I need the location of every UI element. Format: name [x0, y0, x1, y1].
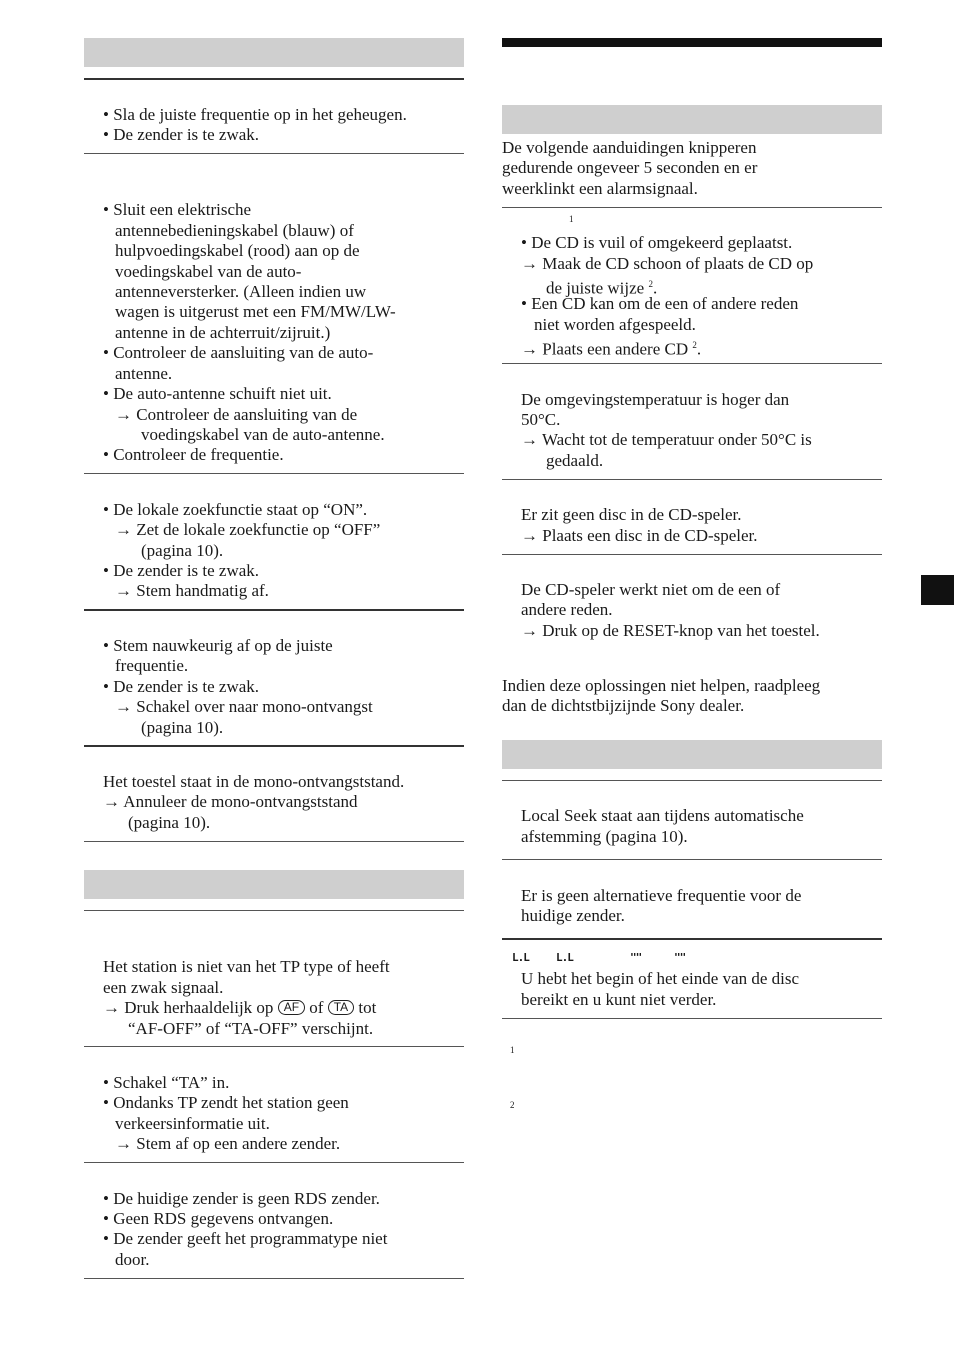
- divider: [502, 207, 882, 208]
- text-line: Local Seek staat aan tijdens automatische: [521, 806, 804, 825]
- bullet-line: • De zender is te zwak.: [103, 561, 260, 580]
- text-line: door.: [115, 1250, 150, 1269]
- arrow-line: [521, 335, 701, 360]
- footnote-ref: 2: [692, 340, 697, 350]
- page-edge-tab: [921, 575, 954, 605]
- text-line: antenne in de achterruit/zijruit.): [115, 323, 331, 342]
- text-line: U hebt het begin of het einde van de disc: [521, 969, 800, 988]
- text-line: niet worden afgespeeld.: [534, 315, 696, 334]
- arrow-text: → Druk herhaaldelijk op: [103, 998, 274, 1017]
- text-line: Er zit geen disc in de CD-speler.: [521, 505, 742, 524]
- text-line: Er is geen alternatieve frequentie voor de: [521, 886, 802, 905]
- segment-display-text: L.L: [512, 951, 529, 964]
- text-of: of: [309, 998, 324, 1017]
- arrow-line: → Annuleer de mono-ontvangststand: [103, 792, 358, 811]
- bullet-line: • Een CD kan om de een of andere reden: [521, 294, 799, 313]
- arrow-line: → Maak de CD schoon of plaats de CD op: [521, 254, 814, 273]
- bullet-line: • De zender is te zwak.: [103, 125, 260, 144]
- arrow-line: [103, 998, 376, 1018]
- segment-display-text: "": [674, 951, 686, 964]
- bullet-line: • Controleer de aansluiting van de auto-: [103, 343, 374, 362]
- text-line: (pagina 10).: [128, 813, 211, 832]
- arrow-line: → Plaats een disc in de CD-speler.: [521, 526, 758, 545]
- text-line: voedingskabel van de auto-antenne.: [141, 425, 385, 444]
- text-line: hulpvoedingskabel (rood) aan op de: [115, 241, 360, 260]
- bullet-line: • Controleer de frequentie.: [103, 445, 284, 464]
- divider: [84, 745, 464, 747]
- text-line: verkeersinformatie uit.: [115, 1114, 270, 1133]
- divider: [502, 780, 882, 781]
- text-line: De volgende aanduidingen knipperen: [502, 138, 757, 157]
- divider: [502, 1018, 882, 1019]
- divider: [84, 841, 464, 842]
- divider: [84, 1278, 464, 1279]
- section-header-bar-radio: [84, 38, 464, 67]
- segment-display-text: L.L: [556, 951, 573, 964]
- divider: [502, 554, 882, 555]
- divider: [84, 1162, 464, 1163]
- footnote-ref: 2: [648, 279, 653, 289]
- text-line: De CD-speler werkt niet om de een of: [521, 580, 781, 599]
- ta-button-icon: TA: [328, 1000, 354, 1015]
- bullet-line: • Ondanks TP zendt het station geen: [103, 1093, 349, 1112]
- bullet-line: • Schakel “TA” in.: [103, 1073, 230, 1092]
- text-line: (pagina 10).: [141, 541, 224, 560]
- divider: [84, 78, 464, 80]
- bullet-line: • De lokale zoekfunctie staat op “ON”.: [103, 500, 368, 519]
- bullet-line: • De CD is vuil of omgekeerd geplaatst.: [521, 233, 793, 252]
- text-line: huidige zender.: [521, 906, 625, 925]
- section-header-bar-rds: [84, 870, 464, 899]
- text-line: gedurende ongeveer 5 seconden en er: [502, 158, 758, 177]
- text-line: andere reden.: [521, 600, 613, 619]
- text-part: → Plaats een andere CD: [521, 339, 689, 359]
- text-line: frequentie.: [115, 656, 189, 675]
- text-line: antenneversterker. (Alleen indien uw: [115, 282, 367, 301]
- text-line: afstemming (pagina 10).: [521, 827, 688, 846]
- section-header-bar-errors: [502, 105, 882, 134]
- divider: [84, 1046, 464, 1047]
- text-line: antenne.: [115, 364, 173, 383]
- arrow-line: → Zet de lokale zoekfunctie op “OFF”: [115, 520, 381, 539]
- arrow-line: → Stem af op een andere zender.: [115, 1134, 341, 1153]
- bullet-line: • De huidige zender is geen RDS zender.: [103, 1189, 380, 1208]
- text-line: 50°C.: [521, 410, 561, 429]
- text-line: Het station is niet van het TP type of heeft: [103, 957, 390, 976]
- divider: [84, 153, 464, 154]
- footnote-marker: 1: [510, 1045, 515, 1055]
- divider: [84, 473, 464, 474]
- text-line: weerklinkt een alarmsignaal.: [502, 179, 698, 198]
- arrow-line: → Controleer de aansluiting van de: [115, 405, 358, 424]
- af-button-icon: AF: [278, 1000, 305, 1015]
- divider: [84, 609, 464, 611]
- bullet-line: • De zender is te zwak.: [103, 677, 260, 696]
- arrow-line: → Wacht tot de temperatuur onder 50°C is: [521, 430, 812, 449]
- footnote-marker: 2: [510, 1100, 515, 1110]
- divider: [502, 363, 882, 364]
- divider: [502, 938, 882, 940]
- text-line: De omgevingstemperatuur is hoger dan: [521, 390, 790, 409]
- text-part: de juiste wijze: [546, 278, 645, 298]
- text-line: antennebedieningskabel (blauw) of: [115, 221, 354, 240]
- bullet-line: • Geen RDS gegevens ontvangen.: [103, 1209, 334, 1228]
- arrow-line: → Stem handmatig af.: [115, 581, 269, 600]
- bullet-line: • Sla de juiste frequentie op in het geheugen.: [103, 105, 407, 124]
- bullet-line: • De auto-antenne schuift niet uit.: [103, 384, 332, 403]
- divider: [84, 910, 464, 911]
- text-line: voedingskabel van de auto-: [115, 262, 302, 281]
- arrow-line: → Schakel over naar mono-ontvangst: [115, 697, 373, 716]
- text-line: (pagina 10).: [141, 718, 224, 737]
- bullet-line: • Sluit een elektrische: [103, 200, 252, 219]
- segment-display-text: "": [630, 951, 642, 964]
- footnote-ref: 1: [569, 214, 574, 224]
- top-rule: [502, 38, 882, 47]
- text-line: Het toestel staat in de mono-ontvangststand.: [103, 772, 405, 791]
- section-header-bar-messages: [502, 740, 882, 769]
- text-line: “AF-OFF” of “TA-OFF” verschijnt.: [128, 1019, 374, 1038]
- period: .: [696, 339, 702, 359]
- text-line: gedaald.: [546, 451, 604, 470]
- text-tot: tot: [358, 998, 377, 1017]
- bullet-line: • Stem nauwkeurig af op de juiste: [103, 636, 333, 655]
- text-line: Indien deze oplossingen niet helpen, raadpleeg: [502, 676, 821, 695]
- text-line: bereikt en u kunt niet verder.: [521, 990, 717, 1009]
- period: .: [652, 278, 658, 298]
- arrow-line: → Druk op de RESET-knop van het toestel.: [521, 621, 820, 640]
- divider: [502, 859, 882, 860]
- text-line: dan de dichtstbijzijnde Sony dealer.: [502, 696, 745, 715]
- divider: [502, 479, 882, 480]
- text-line: wagen is uitgerust met een FM/MW/LW-: [115, 302, 396, 321]
- bullet-line: • De zender geeft het programmatype niet: [103, 1229, 388, 1248]
- text-line: een zwak signaal.: [103, 978, 224, 997]
